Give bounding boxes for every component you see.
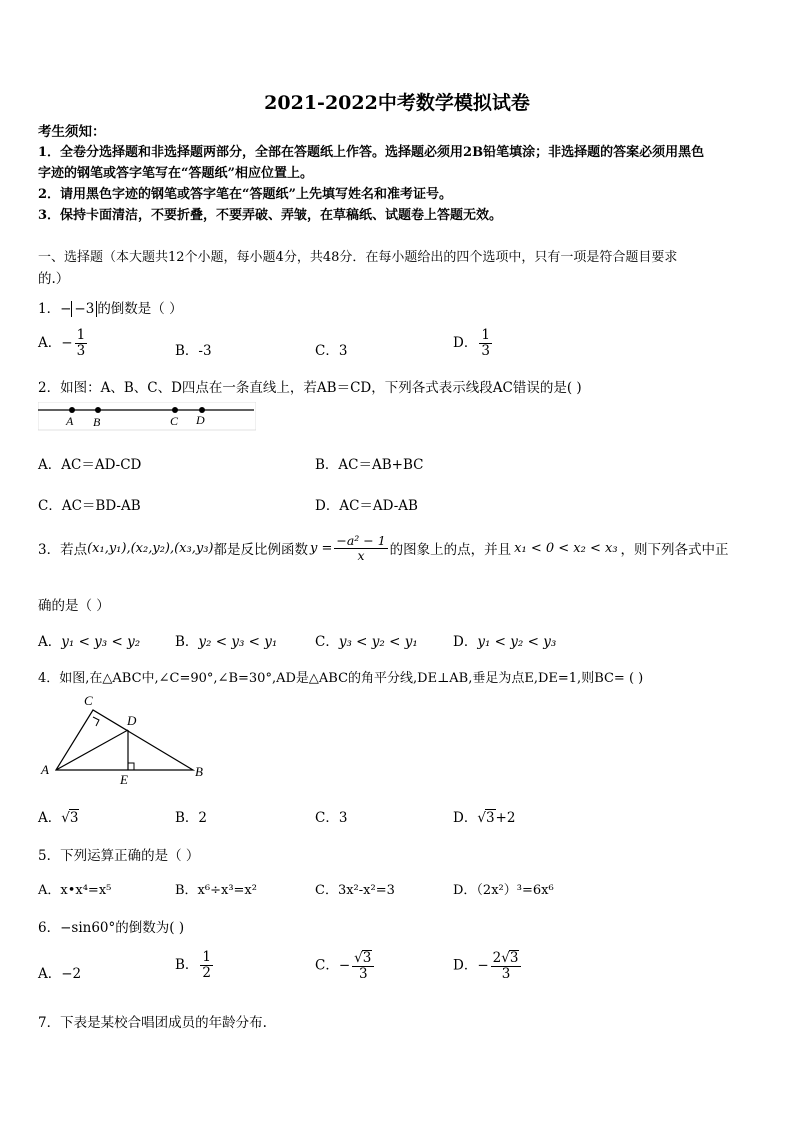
q1-option-c[interactable]: C．3 xyxy=(315,343,348,359)
q2-label-a: A xyxy=(66,414,74,428)
q5-stem: 5．下列运算正确的是（ ） xyxy=(38,848,200,864)
q3-option-c[interactable]: C．y₃ < y₂ < y₁ xyxy=(315,634,418,650)
q4-triangle-figure xyxy=(38,690,218,788)
q5-option-d[interactable]: D．（2x²）³=6x⁶ xyxy=(453,883,554,898)
q2-label-d: D xyxy=(196,413,205,427)
page-title: 2021-2022中考数学模拟试卷 xyxy=(264,92,530,114)
q4-triangle-abc xyxy=(56,710,193,770)
q4-stem: 4．如图,在△ABC中,∠C=90°,∠B=30°,AD是△ABC的角平分线,DE⊥AB,垂足为点E,DE=1,则BC= ( ) xyxy=(38,671,644,686)
q2-point-a xyxy=(69,407,75,413)
q4-label-a: A xyxy=(41,762,49,777)
section1-line-2: 的.） xyxy=(38,271,70,287)
q1-option-d[interactable]: D． $\frac{1}{3}$ xyxy=(453,327,490,359)
q2-option-d[interactable]: D．AC＝AD-AB xyxy=(315,498,418,514)
q1-stem: 1．− −3 的倒数是（ ） xyxy=(38,301,183,317)
q5-option-a[interactable]: A．x•x⁴=x⁵ xyxy=(38,883,112,898)
q3-stem-line-2: 确的是（ ） xyxy=(38,598,110,614)
q2-label-c: C xyxy=(170,414,179,428)
q3-option-d[interactable]: D．y₁ < y₂ < y₃ xyxy=(453,634,557,650)
q6-option-b[interactable]: B． $\frac{1}{2}$ xyxy=(175,949,212,981)
notice-line-3: 3．保持卡面清洁，不要折叠，不要弄破、弄皱，在草稿纸、试题卷上答题无效。 xyxy=(38,208,503,223)
q2-point-c xyxy=(172,407,178,413)
q4-label-d: D xyxy=(127,713,137,728)
q2-line-figure xyxy=(38,402,256,432)
q2-option-a[interactable]: A．AC＝AD-CD xyxy=(38,457,142,473)
notice-line-1: 1．全卷分选择题和非选择题两部分，全部在答题纸上作答。选择题必须用2B铅笔填涂；非选择题的答案必须用黑色 xyxy=(38,145,705,160)
q2-option-c[interactable]: C．AC＝BD-AB xyxy=(38,498,141,514)
q4-right-angle-e xyxy=(128,763,134,770)
q4-label-b: B xyxy=(195,764,203,779)
section1-line-1: 一、选择题（本大题共12个小题，每小题4分，共48分．在每小题给出的四个选项中，只有一项是符合题目要求 xyxy=(38,250,678,265)
notice-line-2: 2．请用黑色字迹的钢笔或答字笔在“答题纸”上先填写姓名和准考证号。 xyxy=(38,187,453,202)
q6-option-c[interactable]: C．− $\frac{√3}{3}$ xyxy=(315,950,376,982)
q4-option-c[interactable]: C．3 xyxy=(315,810,348,826)
notice-line-1b: 字迹的钢笔或答字笔写在“答题纸”相应位置上。 xyxy=(38,166,313,181)
q6-stem: 6．−sin60°的倒数为( ) xyxy=(38,920,185,936)
q2-stem: 2．如图：A、B、C、D四点在一条直线上，若AB＝CD，下列各式表示线段AC错误的是( ) xyxy=(38,380,582,396)
q1-option-a[interactable]: A．− $\frac{1}{3}$ xyxy=(38,327,86,359)
notice-heading: 考生须知： xyxy=(38,124,106,140)
q4-option-a[interactable]: A．√3 xyxy=(38,810,79,826)
q1-abs-value: −3 xyxy=(71,301,97,317)
q6-option-a[interactable]: A．−2 xyxy=(38,966,82,982)
q4-label-c: C xyxy=(84,693,93,708)
q4-option-d[interactable]: D．√3+2 xyxy=(453,810,516,826)
q3-option-a[interactable]: A．y₁ < y₃ < y₂ xyxy=(38,634,141,650)
q4-right-angle-c xyxy=(93,717,99,726)
q5-option-c[interactable]: C．3x²-x²=3 xyxy=(315,883,395,898)
q2-point-b xyxy=(95,407,101,413)
q2-option-b[interactable]: B．AC＝AB+BC xyxy=(315,457,424,473)
q6-option-d[interactable]: D．− $\frac{2√3}{3}$ xyxy=(453,950,523,982)
q4-label-e: E xyxy=(120,772,128,787)
q2-label-b: B xyxy=(93,415,101,429)
q4-segment-ad xyxy=(56,730,128,770)
q3-option-b[interactable]: B．y₂ < y₃ < y₁ xyxy=(175,634,278,650)
q4-option-b[interactable]: B．2 xyxy=(175,810,208,826)
q5-option-b[interactable]: B．x⁶÷x³=x² xyxy=(175,883,257,898)
q7-stem: 7．下表是某校合唱团成员的年龄分布. xyxy=(38,1015,267,1031)
q3-stem: 3．若点 (x₁,y₁),(x₂,y₂),(x₃,y₃) 都是反比例函数 y = $\frac{\text{−a² − 1}}{x}$ 的图象上的点，并且 x₁ < 0 < x₂ < x₃ ，则下列各式中正 xyxy=(38,533,729,563)
q1-option-b[interactable]: B．-3 xyxy=(175,343,212,359)
